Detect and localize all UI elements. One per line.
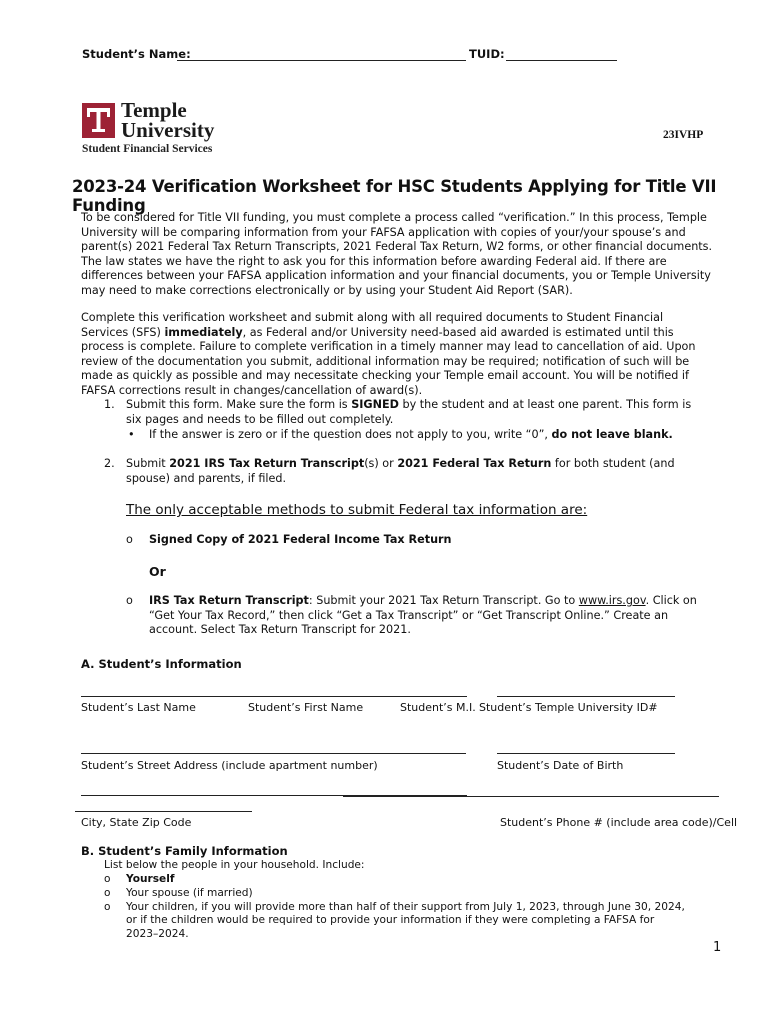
form-code: 23IVHP	[663, 129, 704, 141]
city-extra-line	[75, 811, 252, 812]
student-name-label: Student’s Name:	[82, 47, 191, 61]
university-wordmark	[121, 100, 214, 140]
city-state-zip-label: City, State Zip Code	[81, 816, 192, 829]
family-item-marker: o	[104, 873, 111, 885]
step-1-bullet-text: If the answer is zero or if the question does not apply to you, write “0”, do not leave blank.	[149, 428, 673, 441]
mi-label: Student’s M.I.	[400, 701, 476, 714]
student-name-field[interactable]	[177, 60, 466, 61]
first-name-label: Student’s First Name	[248, 701, 364, 714]
step-1-text: Submit this form. Make sure the form is SIGNED by the student and at least one parent. This form is six pages and needs to be filled out completely.	[126, 398, 692, 426]
option-2-marker: o	[126, 594, 133, 607]
date-of-birth-field[interactable]	[497, 753, 675, 754]
or-separator: Or	[149, 564, 166, 579]
tu-id-label: Student’s Temple University ID#	[479, 701, 658, 714]
name-fields-line[interactable]	[81, 696, 467, 697]
wordmark-line1: Temple	[121, 98, 187, 122]
date-of-birth-label: Student’s Date of Birth	[497, 759, 624, 772]
phone-label: Student’s Phone # (include area code)/Cell	[500, 816, 738, 829]
option-2-text: IRS Tax Return Transcript: Submit your 2021 Tax Return Transcript. Go to www.irs.gov. Click on “Get Your Tax Record,” then click “Get a Tax Transcript” or “Get Transcript Online.” Create an account. Select Tax Return Transcript for 2021.	[149, 594, 697, 637]
last-name-label: Student’s Last Name	[81, 701, 196, 714]
tuid-label: TUID:	[469, 47, 505, 61]
section-b-heading: B. Student’s Family Information	[81, 844, 288, 858]
page-title: 2023-24 Verification Worksheet for HSC Students Applying for Title VII Funding	[72, 177, 717, 215]
page-number: 1	[713, 940, 722, 955]
step-2-text: Submit 2021 IRS Tax Return Transcript(s) or 2021 Federal Tax Return for both student (and spouse) and parents, if filed.	[126, 457, 675, 485]
section-a-heading: A. Student’s Information	[81, 657, 242, 671]
street-address-label: Student’s Street Address (include apartment number)	[81, 759, 378, 772]
phone-field[interactable]	[343, 796, 719, 797]
step-1-number: 1.	[104, 398, 115, 411]
section-b-intro: List below the people in your household. Include:	[104, 859, 365, 871]
family-item: Your children, if you will provide more than half of their support from July 1, 2023, through June 30, 2024, or if the children would be required to provide your information if they were completing a FAFSA for 2023–2024.	[126, 901, 685, 940]
family-item: Yourself	[126, 873, 175, 885]
family-item-marker: o	[104, 901, 111, 913]
option-1-marker: o	[126, 533, 133, 546]
option-1-text: Signed Copy of 2021 Federal Income Tax Return	[149, 533, 452, 546]
tu-id-field[interactable]	[497, 696, 675, 697]
family-item: Your spouse (if married)	[126, 887, 253, 899]
methods-heading: The only acceptable methods to submit Federal tax information are:	[126, 502, 588, 518]
family-item-marker: o	[104, 887, 111, 899]
intro-paragraph-1: To be considered for Title VII funding, you must complete a process called “verification.” In this process, Temple University will be comparing information from your FAFSA application with copies of your/your spouse’s and parent(s) 2021 Federal Tax Return Transcripts, 2021 Federal Tax Return, W2 forms, or other financial documents. The law states we have the right to ask you for this information before awarding Federal aid. If there are differences between your FAFSA application information and your financial documents, you or Temple University may need to make corrections electronically or by using your Student Aid Report (SAR).	[81, 211, 713, 297]
bullet-marker: •	[128, 428, 135, 441]
tuid-field[interactable]	[506, 60, 617, 61]
wordmark-line2: University	[121, 118, 215, 142]
step-2-number: 2.	[104, 457, 115, 470]
temple-t-logo-icon	[82, 103, 115, 138]
intro-paragraph-2: Complete this verification worksheet and submit along with all required documents to Student Financial Services (SFS) immediately, as Federal and/or University need-based aid awarded is estimated until this process is complete. Failure to complete verification in a timely manner may lead to cancellation of aid. Upon review of the documentation you submit, additional information may be required; notification of such will be made as quickly as possible and may necessitate checking your Temple email account. You will be notified if FAFSA corrections result in changes/cancellation of award(s).	[81, 311, 696, 397]
irs-link[interactable]: www.irs.gov	[578, 594, 646, 607]
street-address-field[interactable]	[81, 753, 466, 754]
department-name: Student Financial Services	[82, 143, 213, 155]
